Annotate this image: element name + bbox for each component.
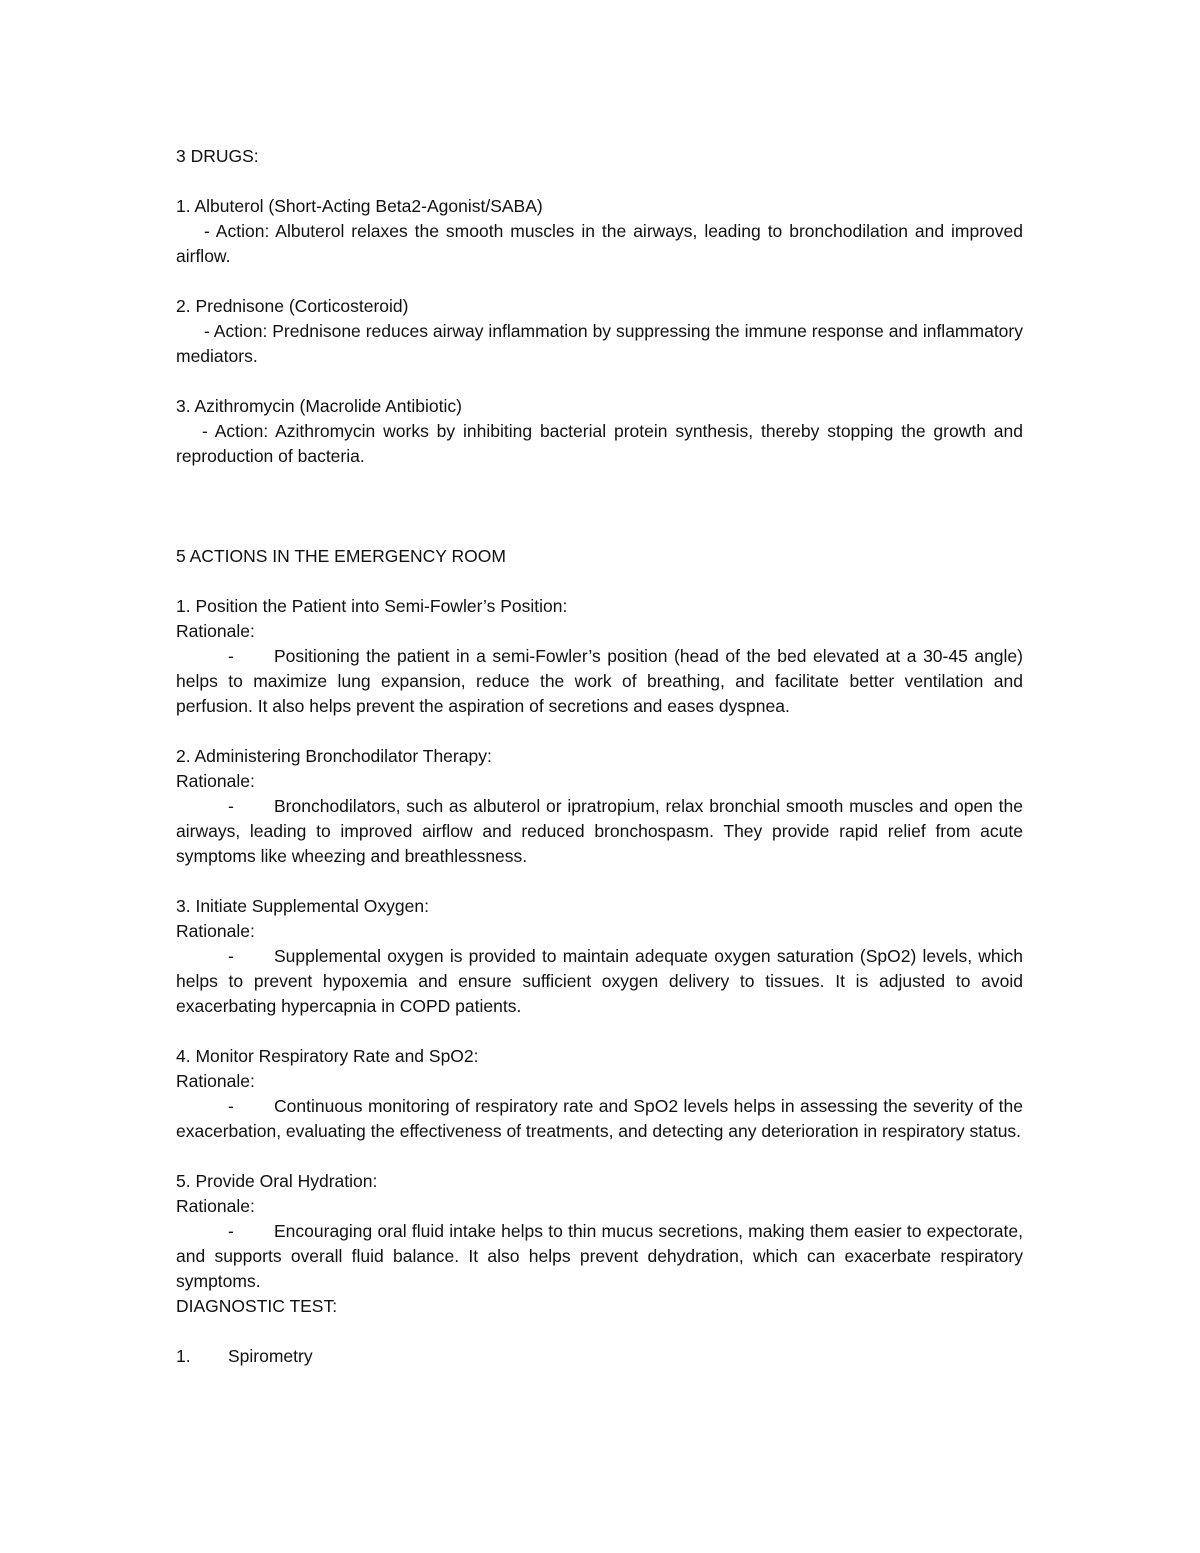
drug-action: - Action: Prednisone reduces airway inflammation by suppressing the immune response and inflammatory mediators. bbox=[176, 321, 1023, 366]
rationale-label: Rationale: bbox=[176, 621, 255, 641]
drug-item-azithromycin bbox=[176, 394, 1023, 469]
action-item-monitor bbox=[176, 1044, 1023, 1144]
action-item-hydration bbox=[176, 1169, 1023, 1294]
rationale-text: - Supplemental oxygen is provided to maintain adequate oxygen saturation (SpO2) levels, which helps to prevent hypoxemia and ensure sufficient oxygen delivery to tissues. It is adjusted to avoid exacerbating hypercapnia in COPD patients. bbox=[176, 946, 1023, 1016]
rationale-text: - Continuous monitoring of respiratory rate and SpO2 levels helps in assessing the severity of the exacerbation, evaluating the effectiveness of treatments, and detecting any deterioration in respiratory status. bbox=[176, 1096, 1023, 1141]
document-page bbox=[176, 144, 1023, 1369]
action-title: 3. Initiate Supplemental Oxygen: bbox=[176, 896, 429, 916]
diagnostic-heading: DIAGNOSTIC TEST: bbox=[176, 1296, 338, 1316]
action-title: 2. Administering Bronchodilator Therapy: bbox=[176, 746, 492, 766]
drug-title: 1. Albuterol (Short-Acting Beta2-Agonist/SABA) bbox=[176, 196, 543, 216]
rationale-label: Rationale: bbox=[176, 771, 255, 791]
rationale-text: - Encouraging oral fluid intake helps to thin mucus secretions, making them easier to expectorate, and supports overall fluid balance. It also helps prevent dehydration, which can exacerbate respiratory symptoms. bbox=[176, 1221, 1023, 1291]
drug-item-prednisone bbox=[176, 294, 1023, 369]
rationale-text: - Bronchodilators, such as albuterol or ipratropium, relax bronchial smooth muscles and open the airways, leading to improved airflow and reduced bronchospasm. They provide rapid relief from acute symptoms like wheezing and breathlessness. bbox=[176, 796, 1023, 866]
action-item-position bbox=[176, 594, 1023, 719]
action-title: 4. Monitor Respiratory Rate and SpO2: bbox=[176, 1046, 479, 1066]
diagnostic-item: 1. Spirometry bbox=[176, 1346, 313, 1366]
drug-title: 2. Prednisone (Corticosteroid) bbox=[176, 296, 409, 316]
rationale-label: Rationale: bbox=[176, 1071, 255, 1091]
drug-action: - Action: Azithromycin works by inhibiting bacterial protein synthesis, thereby stopping the growth and reproduction of bacteria. bbox=[176, 421, 1023, 466]
actions-heading: 5 ACTIONS IN THE EMERGENCY ROOM bbox=[176, 546, 506, 566]
action-title: 1. Position the Patient into Semi-Fowler’s Position: bbox=[176, 596, 568, 616]
action-title: 5. Provide Oral Hydration: bbox=[176, 1171, 378, 1191]
action-item-bronchodilator bbox=[176, 744, 1023, 869]
drugs-heading: 3 DRUGS: bbox=[176, 146, 259, 166]
rationale-text: - Positioning the patient in a semi-Fowler’s position (head of the bed elevated at a 30-45 angle) helps to maximize lung expansion, reduce the work of breathing, and facilitate better ventilation and perfusion. It also helps prevent the aspiration of secretions and eases dyspnea. bbox=[176, 646, 1023, 716]
rationale-label: Rationale: bbox=[176, 921, 255, 941]
drug-action: - Action: Albuterol relaxes the smooth muscles in the airways, leading to bronchodilation and improved airflow. bbox=[176, 221, 1023, 266]
drug-item-albuterol bbox=[176, 194, 1023, 269]
rationale-label: Rationale: bbox=[176, 1196, 255, 1216]
drug-title: 3. Azithromycin (Macrolide Antibiotic) bbox=[176, 396, 462, 416]
action-item-oxygen bbox=[176, 894, 1023, 1019]
